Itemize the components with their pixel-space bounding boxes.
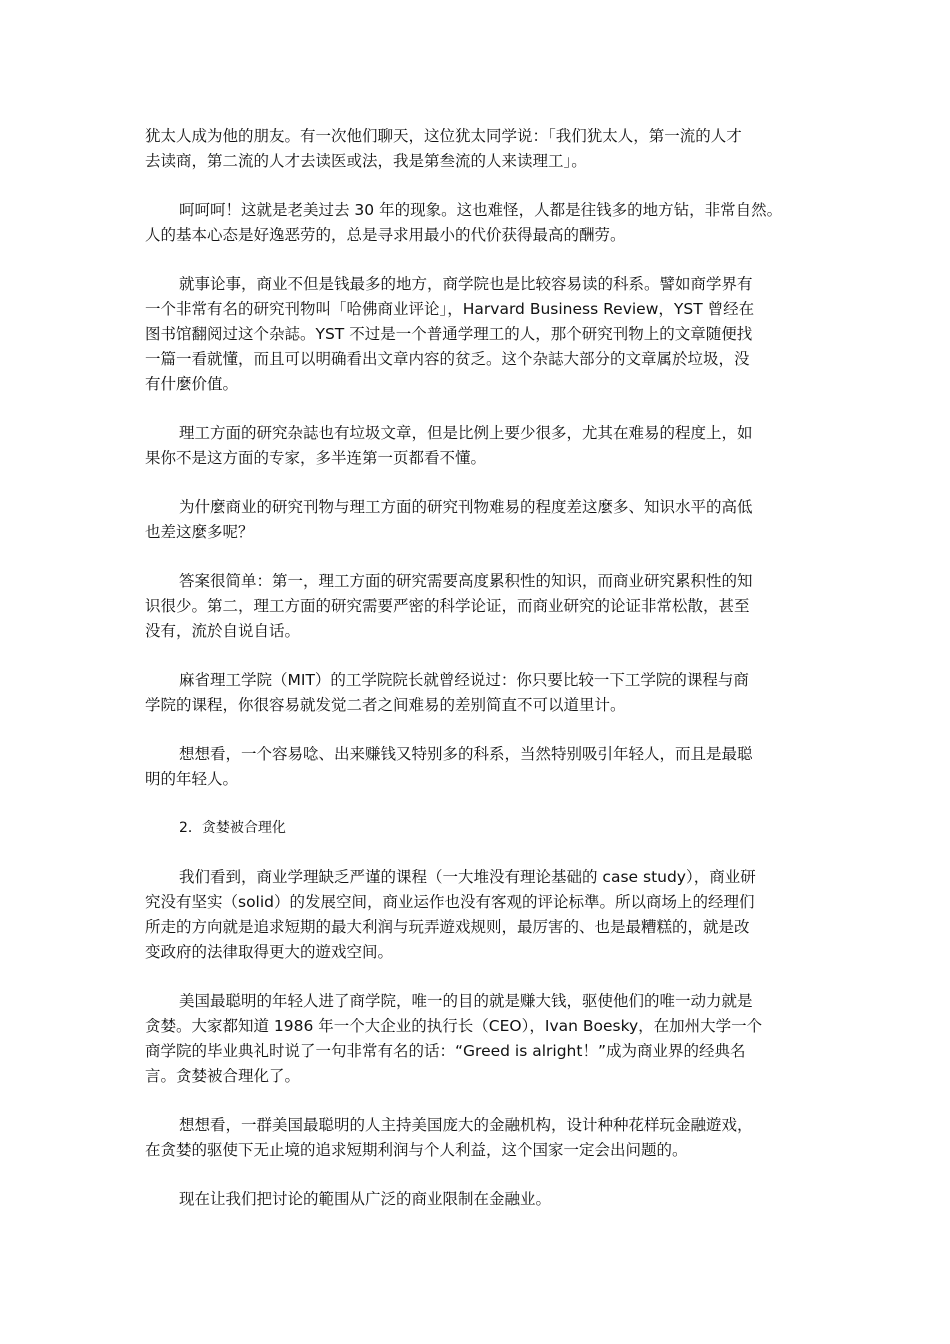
text-line: 变政府的法律取得更大的遊戏空间。 (145, 943, 394, 961)
text-line: 想想看，一个容易唸、出来赚钱又特别多的科系，当然特别吸引年轻人，而且是最聪 (179, 745, 753, 763)
paragraph-7 (145, 668, 810, 718)
text-line: 商学院的毕业典礼时说了一句非常有名的话：“Greed is alright！”成为商业界的经典名 (145, 1042, 746, 1060)
text-line: 言。贪婪被合理化了。 (145, 1067, 301, 1085)
text-line: 麻省理工学院（MIT）的工学院院长就曾经说过：你只要比较一下工学院的课程与商 (179, 671, 749, 689)
paragraph-9 (145, 865, 810, 965)
text-line: 去读商，第二流的人才去读医或法，我是第叁流的人来读理工」。 (145, 152, 587, 170)
paragraph-3 (145, 272, 810, 397)
text-line: 学院的课程，你很容易就发觉二者之间难易的差别简直不可以道里计。 (145, 696, 626, 714)
text-line: 没有，流於自说自话。 (145, 622, 301, 640)
text-line: 图书馆翻阅过这个杂誌。YST 不过是一个普通学理工的人，那个研究刊物上的文章随便找 (145, 325, 753, 343)
text-line: 一个非常有名的研究刊物叫「哈佛商业评论」，Harvard Business Review，YST 曾经在 (145, 300, 755, 318)
paragraph-5 (145, 495, 810, 545)
section-heading: 2．贪婪被合理化 (179, 820, 286, 836)
text-line: 果你不是这方面的专家，多半连第一页都看不懂。 (145, 449, 487, 467)
text-line: 识很少。第二，理工方面的研究需要严密的科学论证，而商业研究的论证非常松散，甚至 (145, 597, 750, 615)
text-line: 人的基本心态是好逸恶劳的，总是寻求用最小的代价获得最高的酬劳。 (145, 226, 626, 244)
text-line: 在贪婪的驱使下无止境的追求短期利润与个人利益，这个国家一定会出问题的。 (145, 1141, 688, 1159)
paragraph-10 (145, 989, 810, 1089)
text-line: 理工方面的研究杂誌也有垃圾文章，但是比例上要少很多，尤其在难易的程度上，如 (179, 424, 753, 442)
text-line: 答案很简单：第一，理工方面的研究需要高度累积性的知识，而商业研究累积性的知 (179, 572, 753, 590)
text-line: 为什麼商业的研究刊物与理工方面的研究刊物难易的程度差这麼多、知识水平的高低 (179, 498, 753, 516)
text-line: 一篇一看就懂，而且可以明确看出文章内容的贫乏。这个杂誌大部分的文章属於垃圾，没 (145, 350, 750, 368)
paragraph-12 (145, 1187, 810, 1212)
paragraph-6 (145, 569, 810, 644)
text-line: 我们看到，商业学理缺乏严谨的课程（一大堆没有理论基础的 case study），商业研 (179, 868, 756, 886)
text-line: 美国最聪明的年轻人进了商学院，唯一的目的就是赚大钱，驱使他们的唯一动力就是 (179, 992, 753, 1010)
paragraph-2 (145, 198, 810, 248)
document-body (145, 124, 810, 1236)
text-line: 明的年轻人。 (145, 770, 239, 788)
paragraph-8 (145, 742, 810, 792)
paragraph-1 (145, 124, 810, 174)
text-line: 有什麼价值。 (145, 375, 239, 393)
text-line: 也差这麼多呢？ (145, 523, 254, 541)
text-line: 想想看，一群美国最聪明的人主持美国庞大的金融机构，设计种种花样玩金融遊戏， (179, 1116, 753, 1134)
text-line: 犹太人成为他的朋友。有一次他们聊天，这位犹太同学说：「我们犹太人，第一流的人才 (145, 127, 742, 145)
text-line: 究没有坚实（solid）的发展空间，商业运作也没有客观的评论标準。所以商场上的经理们 (145, 893, 755, 911)
text-line: 就事论事，商业不但是钱最多的地方，商学院也是比较容易读的科系。譬如商学界有 (179, 275, 753, 293)
text-line: 贪婪。大家都知道 1986 年一个大企业的执行长（CEO），Ivan Boesky，在加州大学一个 (145, 1017, 763, 1035)
paragraph-4 (145, 421, 810, 471)
text-line: 呵呵呵！这就是老美过去 30 年的现象。这也难怪，人都是往钱多的地方钻，非常自然。 (179, 201, 783, 219)
paragraph-11 (145, 1113, 810, 1163)
text-line: 所走的方向就是追求短期的最大利润与玩弄遊戏规则，最厉害的、也是最糟糕的，就是改 (145, 918, 750, 936)
text-line: 现在让我们把讨论的範围从广泛的商业限制在金融业。 (179, 1190, 552, 1208)
